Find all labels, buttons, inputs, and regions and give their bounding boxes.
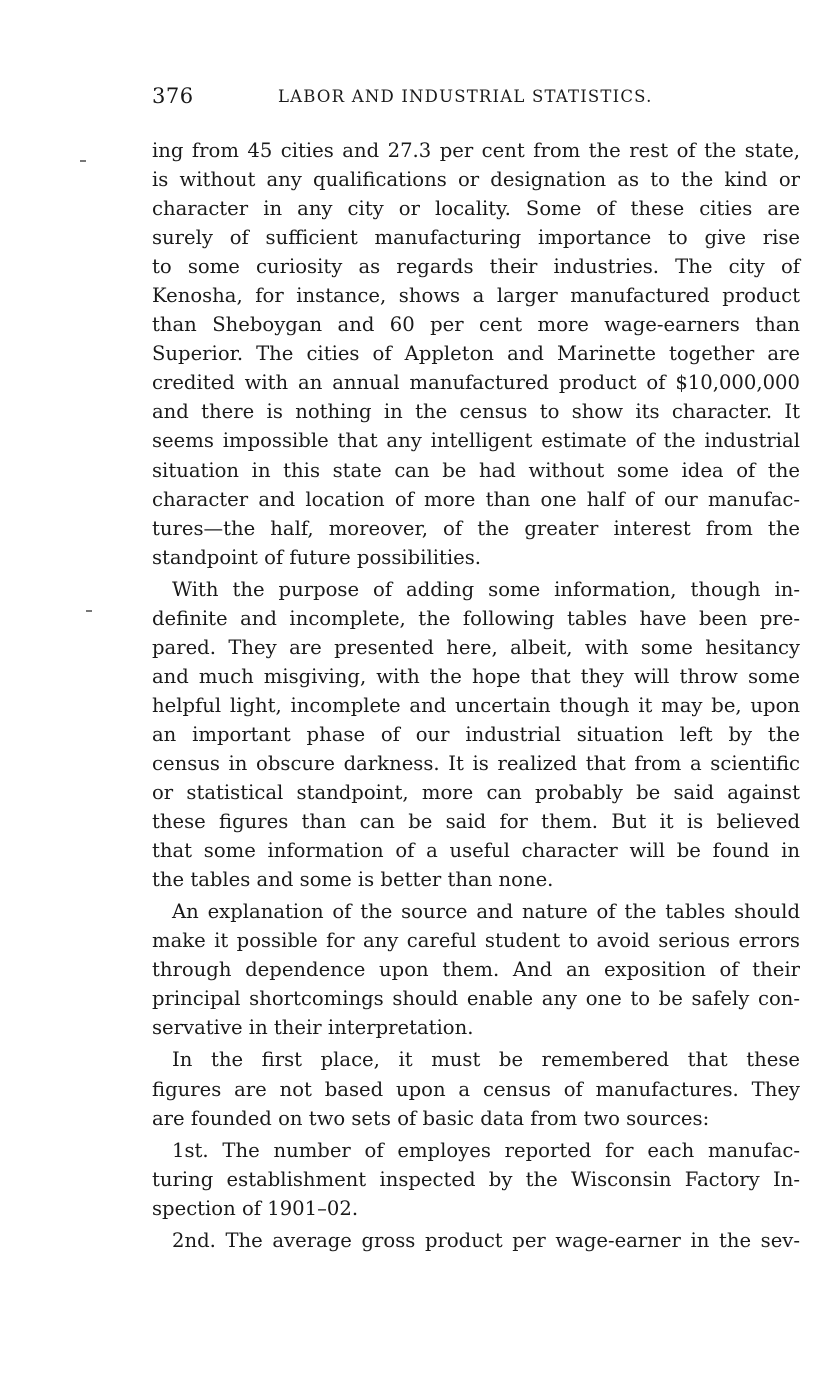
paragraph-4 (152, 1045, 800, 1132)
text-line: pared. They are presented here, albeit, with some hesitancy (152, 635, 800, 659)
paragraph-1 (152, 136, 800, 572)
paragraph-3 (152, 897, 800, 1042)
text-line: than Sheboygan and 60 per cent more wage-earners than (152, 313, 800, 337)
text-line: seems impossible that any intelligent estimate of the industrial (152, 429, 800, 453)
text-line: surely of sufficient manufacturing importance to give rise (152, 226, 800, 250)
text-line: Superior. The cities of Appleton and Marinette together are (152, 342, 800, 366)
text-line: spection of 1901–02. (152, 1196, 359, 1220)
text-line: character in any city or locality. Some of these cities are (152, 197, 800, 221)
text-line: these figures than can be said for them. But it is believed (152, 810, 800, 834)
text-line: make it possible for any careful student to avoid serious errors (152, 929, 800, 953)
text-line: character and location of more than one half of our manufac- (152, 487, 800, 511)
text-line: ing from 45 cities and 27.3 per cent from the rest of the state, (152, 139, 800, 162)
text-line: through dependence upon them. And an exposition of their (152, 958, 800, 982)
text-line: the tables and some is better than none. (152, 868, 554, 892)
text-line: 1st. The number of employes reported for each manufac- (172, 1138, 800, 1162)
paragraph-2 (152, 575, 800, 895)
text-line: and there is nothing in the census to show its character. It (152, 400, 800, 424)
margin-mark (80, 160, 86, 162)
text-line: tures—the half, moreover, of the greater interest from the (152, 516, 800, 540)
text-line: and much misgiving, with the hope that they will throw some (152, 664, 800, 688)
text-line: 2nd. The average gross product per wage-earner in the sev- (172, 1228, 800, 1252)
paragraph-6 (152, 1226, 800, 1255)
text-line: is without any qualifications or designation as to the kind or (152, 168, 800, 192)
page-header (152, 84, 800, 114)
text-line: servative in their interpretation. (152, 1016, 474, 1040)
text-line: are founded on two sets of basic data from two sources: (152, 1106, 710, 1130)
text-line: With the purpose of adding some information, though in- (172, 577, 800, 601)
text-line: figures are not based upon a census of manufactures. They (152, 1077, 800, 1101)
text-line: or statistical standpoint, more can probably be said against (152, 781, 800, 805)
margin-mark (86, 610, 92, 612)
text-line: situation in this state can be had without some idea of the (152, 458, 800, 482)
text-line: credited with an annual manufactured product of $10,000,000 (152, 371, 800, 395)
text-line: an important phase of our industrial situation left by the (152, 722, 800, 746)
page-number: 376 (152, 84, 194, 108)
text-line: An explanation of the source and nature of the tables should (172, 900, 800, 924)
text-line: to some curiosity as regards their industries. The city of (152, 255, 800, 279)
text-line: In the first place, it must be remembered that these (172, 1048, 800, 1072)
running-head: LABOR AND INDUSTRIAL STATISTICS. (278, 87, 653, 106)
text-line: principal shortcomings should enable any one to be safely con- (152, 987, 800, 1011)
text-line: turing establishment inspected by the Wisconsin Factory In- (152, 1167, 800, 1191)
text-line: that some information of a useful character will be found in (152, 839, 800, 863)
text-line: Kenosha, for instance, shows a larger manufactured product (152, 284, 800, 308)
text-line: definite and incomplete, the following tables have been pre- (152, 606, 800, 630)
paragraph-5 (152, 1136, 800, 1223)
text-line: standpoint of future possibilities. (152, 545, 482, 569)
text-line: census in obscure darkness. It is realized that from a scientific (152, 751, 800, 775)
text-line: helpful light, incomplete and uncertain though it may be, upon (152, 693, 800, 717)
body-text (152, 136, 800, 1255)
